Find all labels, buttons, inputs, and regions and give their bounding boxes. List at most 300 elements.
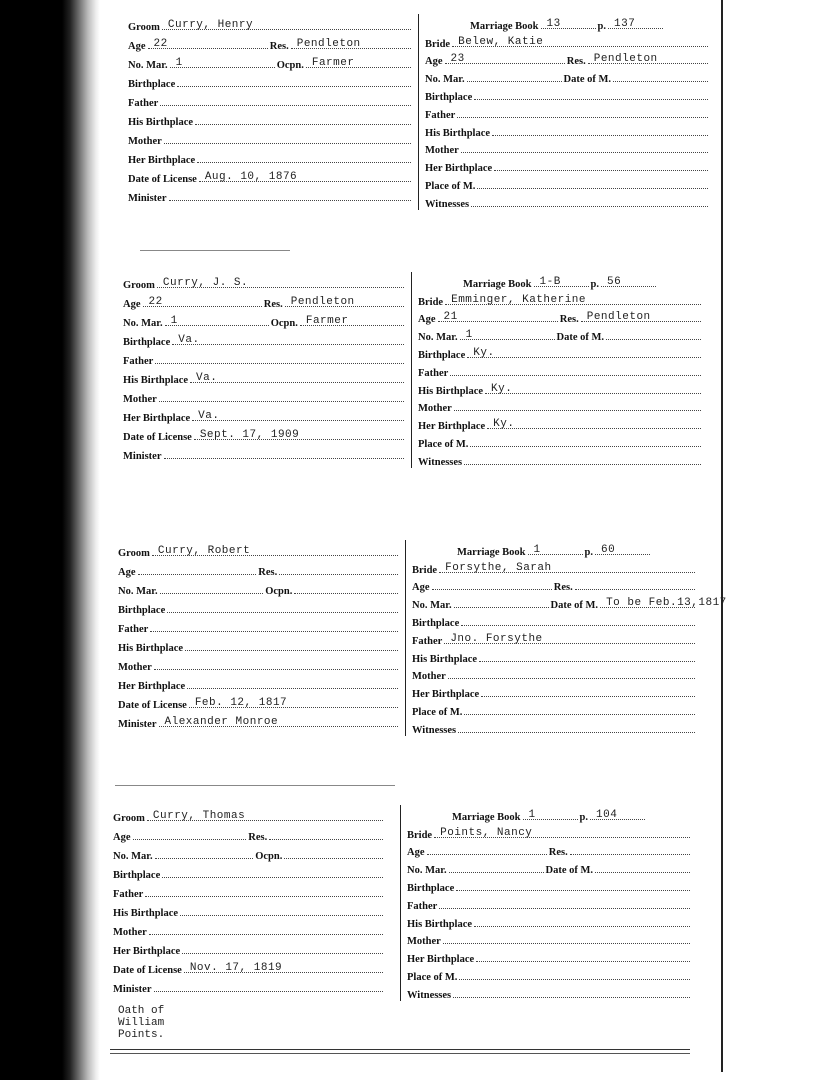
bride-row-place-of-m xyxy=(418,432,703,450)
age-label: Age xyxy=(412,582,430,594)
groom-row-father xyxy=(128,90,413,109)
groom-row-his-birthplace xyxy=(128,109,413,128)
his-birthplace-field xyxy=(479,649,695,662)
res-field xyxy=(269,827,383,840)
age-label: Age xyxy=(118,567,136,578)
marriage-book-label: Marriage Book xyxy=(463,278,532,290)
witnesses-label: Witnesses xyxy=(418,456,463,468)
groom-section xyxy=(123,272,406,462)
age-label: Age xyxy=(123,299,141,310)
res-field xyxy=(570,842,690,855)
father-field xyxy=(444,631,695,644)
groom-row-date-of-license xyxy=(113,957,385,976)
scan-dark-margin xyxy=(0,0,100,1080)
bride-row-age xyxy=(425,50,710,68)
date-of-license-label: Date of License xyxy=(118,700,187,711)
date-of-license-field xyxy=(184,960,383,973)
groom-row-no-mar xyxy=(123,310,406,329)
birthplace-label: Birthplace xyxy=(113,870,161,881)
father-label: Father xyxy=(118,624,149,635)
bride-row-age xyxy=(407,841,692,859)
page-border-right xyxy=(721,0,723,1072)
groom-row-groom xyxy=(118,540,400,559)
groom-row-no-mar xyxy=(118,578,400,597)
mother-label: Mother xyxy=(418,403,452,415)
birthplace-field xyxy=(162,865,383,878)
groom-row-groom xyxy=(123,272,406,291)
minister-field xyxy=(169,188,412,201)
page-label: p. xyxy=(579,811,588,823)
birthplace-label: Birthplace xyxy=(118,605,166,616)
age-label: Age xyxy=(418,314,436,326)
page-label: p. xyxy=(597,20,606,32)
res-field xyxy=(588,51,708,64)
bride-row-birthplace xyxy=(407,876,692,894)
bride-field xyxy=(434,825,690,838)
no-mar-label: No. Mar. xyxy=(407,865,447,877)
bride-row-bride xyxy=(412,558,697,576)
bride-value: Forsythe, Sarah xyxy=(445,561,552,574)
page-value: 104 xyxy=(596,808,618,821)
groom-row-her-birthplace xyxy=(113,938,385,957)
mother-label: Mother xyxy=(407,936,441,948)
no-mar-value: 1 xyxy=(175,57,183,69)
bride-row-marriage-book xyxy=(412,540,697,558)
bride-value: Emminger, Katherine xyxy=(451,293,587,306)
his-birthplace-field xyxy=(474,914,690,927)
groom-row-father xyxy=(118,616,400,635)
age-field xyxy=(138,562,257,575)
minister-field xyxy=(164,446,405,459)
page-border-bottom xyxy=(110,1049,690,1050)
ocpn-field xyxy=(300,313,404,326)
father-field xyxy=(457,105,708,118)
res-field xyxy=(575,577,695,590)
birthplace-field xyxy=(461,613,695,626)
groom-row-birthplace xyxy=(128,71,413,90)
age-field xyxy=(133,827,247,840)
her-birthplace-value: Ky. xyxy=(493,418,515,431)
father-value: Jno. Forsythe xyxy=(450,632,543,645)
his-birthplace-field xyxy=(185,638,398,651)
groom-row-birthplace xyxy=(123,329,406,348)
groom-field xyxy=(157,275,404,288)
bride-row-marriage-book xyxy=(425,14,710,32)
his-birthplace-label: His Birthplace xyxy=(118,643,184,654)
groom-row-date-of-license xyxy=(128,166,413,185)
father-label: Father xyxy=(425,109,456,121)
mother-field xyxy=(448,666,695,679)
bride-row-bride xyxy=(425,32,710,50)
bride-row-his-birthplace xyxy=(407,912,692,930)
no-mar-label: No. Mar. xyxy=(123,318,163,329)
res-value: Pendleton xyxy=(593,53,658,66)
father-label: Father xyxy=(123,356,154,367)
no-mar-label: No. Mar. xyxy=(425,74,465,86)
his-birthplace-label: His Birthplace xyxy=(128,117,194,128)
place-of-m-label: Place of M. xyxy=(425,180,476,192)
father-field xyxy=(145,884,383,897)
date-of-license-field xyxy=(189,695,398,708)
bride-row-mother xyxy=(407,930,692,948)
groom-field xyxy=(162,17,411,30)
bride-row-no-mar xyxy=(425,67,710,85)
place-of-m-field xyxy=(464,702,695,715)
bride-row-bride xyxy=(407,823,692,841)
minister-field xyxy=(154,979,384,992)
groom-row-her-birthplace xyxy=(118,673,400,692)
res-label: Res. xyxy=(258,567,278,578)
bride-row-witnesses xyxy=(412,718,697,736)
bride-row-no-mar xyxy=(407,858,692,876)
res-field xyxy=(581,309,701,322)
her-birthplace-label: Her Birthplace xyxy=(418,421,486,433)
father-label: Father xyxy=(407,900,438,912)
groom-label: Groom xyxy=(123,280,155,291)
bride-row-age xyxy=(418,308,703,326)
bride-label: Bride xyxy=(407,829,433,841)
age-field xyxy=(438,309,558,322)
page-value: 137 xyxy=(614,17,636,30)
res-field xyxy=(285,294,404,307)
minister-label: Minister xyxy=(123,451,162,462)
date-of-license-value: Feb. 12, 1817 xyxy=(194,697,288,709)
groom-row-birthplace xyxy=(113,862,385,881)
res-value: Pendleton xyxy=(290,296,355,308)
groom-row-minister xyxy=(123,443,406,462)
minister-label: Minister xyxy=(128,193,167,204)
date-of-license-value: Nov. 17, 1819 xyxy=(189,962,283,974)
his-birthplace-value: Ky. xyxy=(491,382,513,395)
page-field xyxy=(608,16,663,29)
birthplace-value: Va. xyxy=(178,334,200,346)
no-mar-label: No. Mar. xyxy=(128,60,168,71)
res-label: Res. xyxy=(566,56,586,68)
marriage-book-field xyxy=(534,274,589,287)
groom-value: Curry, J. S. xyxy=(162,277,249,289)
groom-row-her-birthplace xyxy=(123,405,406,424)
res-value: Pendleton xyxy=(296,38,361,50)
birthplace-label: Birthplace xyxy=(418,349,466,361)
bride-row-father xyxy=(407,894,692,912)
mother-label: Mother xyxy=(412,671,446,683)
marriage-book-value: 1-B xyxy=(539,275,561,288)
witnesses-field xyxy=(453,985,690,998)
father-label: Father xyxy=(113,889,144,900)
marriage-book-label: Marriage Book xyxy=(470,20,539,32)
age-value: 21 xyxy=(443,311,458,324)
mother-field xyxy=(461,140,708,153)
no-mar-field xyxy=(165,313,269,326)
bride-row-age xyxy=(412,576,697,594)
bride-row-witnesses xyxy=(407,983,692,1001)
groom-row-groom xyxy=(128,14,413,33)
marriage-book-label: Marriage Book xyxy=(457,546,526,558)
no-mar-label: No. Mar. xyxy=(418,332,458,344)
birthplace-label: Birthplace xyxy=(412,617,460,629)
ocpn-field xyxy=(294,581,398,594)
date-of-m-field xyxy=(606,327,701,340)
father-field xyxy=(155,351,404,364)
father-field xyxy=(150,619,398,632)
his-birthplace-field xyxy=(190,370,404,383)
marriage-book-value: 1 xyxy=(533,543,541,556)
res-field xyxy=(279,562,398,575)
place-of-m-field xyxy=(459,967,690,980)
age-label: Age xyxy=(425,56,443,68)
mother-label: Mother xyxy=(113,927,147,938)
res-label: Res. xyxy=(548,847,568,859)
bride-row-no-mar xyxy=(412,593,727,612)
marriage-book-field xyxy=(541,16,596,29)
her-birthplace-label: Her Birthplace xyxy=(123,413,191,424)
res-label: Res. xyxy=(269,41,289,52)
bride-row-father xyxy=(425,103,710,121)
mother-field xyxy=(149,922,383,935)
bride-row-her-birthplace xyxy=(425,156,710,174)
groom-field xyxy=(152,543,398,556)
bride-row-birthplace xyxy=(425,85,710,103)
bride-row-place-of-m xyxy=(412,700,697,718)
groom-section xyxy=(113,805,385,995)
date-of-m-field xyxy=(595,860,690,873)
his-birthplace-field xyxy=(180,903,383,916)
birthplace-value: Ky. xyxy=(473,346,495,359)
groom-section xyxy=(118,540,400,730)
groom-row-his-birthplace xyxy=(113,900,385,919)
bride-value: Points, Nancy xyxy=(440,826,533,839)
groom-row-age xyxy=(113,824,385,843)
mother-field xyxy=(454,398,701,411)
groom-row-minister xyxy=(118,711,400,730)
res-value: Pendleton xyxy=(586,311,651,324)
date-of-m-value: To be Feb.13,1817 xyxy=(606,597,727,610)
bride-row-birthplace xyxy=(412,611,697,629)
his-birthplace-label: His Birthplace xyxy=(425,127,491,139)
bride-row-his-birthplace xyxy=(418,379,703,397)
birthplace-field xyxy=(167,600,398,613)
age-field xyxy=(445,51,565,64)
age-field xyxy=(148,36,268,49)
bride-row-witnesses xyxy=(418,450,703,468)
her-birthplace-label: Her Birthplace xyxy=(113,946,181,957)
marriage-book-label: Marriage Book xyxy=(452,811,521,823)
bride-row-bride xyxy=(418,290,703,308)
groom-row-her-birthplace xyxy=(128,147,413,166)
birthplace-label: Birthplace xyxy=(407,882,455,894)
page-field xyxy=(601,274,656,287)
groom-row-date-of-license xyxy=(123,424,406,443)
groom-value: Curry, Thomas xyxy=(152,810,246,822)
bride-row-her-birthplace xyxy=(412,682,697,700)
no-mar-field xyxy=(467,69,562,82)
date-of-m-label: Date of M. xyxy=(556,332,605,344)
witnesses-field xyxy=(458,720,695,733)
marriage-book-field xyxy=(528,542,583,555)
age-value: 23 xyxy=(450,53,465,66)
groom-label: Groom xyxy=(118,548,150,559)
mother-label: Mother xyxy=(123,394,157,405)
place-of-m-label: Place of M. xyxy=(412,706,463,718)
no-mar-value: 1 xyxy=(170,315,178,327)
bride-row-birthplace xyxy=(418,343,703,361)
birthplace-label: Birthplace xyxy=(425,91,473,103)
no-mar-label: No. Mar. xyxy=(412,600,452,612)
his-birthplace-label: His Birthplace xyxy=(412,653,478,665)
her-birthplace-field xyxy=(182,941,383,954)
res-label: Res. xyxy=(263,299,283,310)
bride-row-mother xyxy=(425,139,710,157)
his-birthplace-label: His Birthplace xyxy=(407,918,473,930)
birthplace-field xyxy=(456,878,690,891)
groom-row-age xyxy=(118,559,400,578)
no-mar-field xyxy=(460,327,555,340)
date-of-m-label: Date of M. xyxy=(545,865,594,877)
res-label: Res. xyxy=(559,314,579,326)
groom-label: Groom xyxy=(128,22,160,33)
page-label: p. xyxy=(584,546,593,558)
date-of-license-field xyxy=(199,169,411,182)
record-separator xyxy=(115,785,395,786)
her-birthplace-field xyxy=(476,949,690,962)
her-birthplace-field xyxy=(197,150,411,163)
age-label: Age xyxy=(407,847,425,859)
page-value: 60 xyxy=(601,543,616,556)
mother-field xyxy=(164,131,411,144)
res-label: Res. xyxy=(553,582,573,594)
bride-row-mother xyxy=(412,665,697,683)
bride-row-father xyxy=(412,629,697,647)
groom-row-mother xyxy=(128,128,413,147)
her-birthplace-label: Her Birthplace xyxy=(425,163,493,175)
mother-field xyxy=(154,657,398,670)
her-birthplace-label: Her Birthplace xyxy=(118,681,186,692)
her-birthplace-value: Va. xyxy=(198,410,220,422)
groom-row-birthplace xyxy=(118,597,400,616)
birthplace-field xyxy=(172,332,404,345)
no-mar-field xyxy=(454,595,549,608)
place-of-m-field xyxy=(470,434,701,447)
groom-row-date-of-license xyxy=(118,692,400,711)
groom-row-minister xyxy=(128,185,413,204)
groom-value: Curry, Henry xyxy=(167,19,254,31)
his-birthplace-label: His Birthplace xyxy=(123,375,189,386)
groom-section xyxy=(128,14,413,204)
his-birthplace-value: Va. xyxy=(196,372,218,384)
bride-row-place-of-m xyxy=(407,965,692,983)
no-mar-label: No. Mar. xyxy=(118,586,158,597)
groom-row-groom xyxy=(113,805,385,824)
birthplace-field xyxy=(177,74,411,87)
mother-label: Mother xyxy=(118,662,152,673)
date-of-m-label: Date of M. xyxy=(550,600,599,612)
groom-row-no-mar xyxy=(128,52,413,71)
his-birthplace-field xyxy=(195,112,411,125)
bride-row-witnesses xyxy=(425,192,710,210)
res-field xyxy=(291,36,411,49)
record-note: Oath of William Points. xyxy=(118,1005,165,1041)
his-birthplace-label: His Birthplace xyxy=(113,908,179,919)
groom-row-no-mar xyxy=(113,843,385,862)
minister-label: Minister xyxy=(118,719,157,730)
record-separator xyxy=(140,250,290,251)
date-of-license-label: Date of License xyxy=(113,965,182,976)
groom-row-mother xyxy=(123,386,406,405)
date-of-license-label: Date of License xyxy=(123,432,192,443)
her-birthplace-field xyxy=(192,408,404,421)
birthplace-field xyxy=(467,345,701,358)
age-label: Age xyxy=(128,41,146,52)
mother-label: Mother xyxy=(128,136,162,147)
minister-field xyxy=(159,714,399,727)
bride-field xyxy=(452,34,708,47)
page-field xyxy=(595,542,650,555)
mother-field xyxy=(443,931,690,944)
witnesses-field xyxy=(471,194,708,207)
ocpn-field xyxy=(284,846,383,859)
bride-section xyxy=(418,14,710,210)
mother-label: Mother xyxy=(425,145,459,157)
age-label: Age xyxy=(113,832,131,843)
birthplace-field xyxy=(474,87,708,100)
groom-row-age xyxy=(123,291,406,310)
groom-row-his-birthplace xyxy=(123,367,406,386)
his-birthplace-label: His Birthplace xyxy=(418,385,484,397)
bride-row-her-birthplace xyxy=(418,414,703,432)
date-of-m-label: Date of M. xyxy=(563,74,612,86)
witnesses-label: Witnesses xyxy=(407,989,452,1001)
bride-label: Bride xyxy=(425,38,451,50)
bride-row-marriage-book xyxy=(418,272,703,290)
ocpn-label: Ocpn. xyxy=(255,851,283,862)
father-label: Father xyxy=(418,367,449,379)
her-birthplace-field xyxy=(481,684,695,697)
father-label: Father xyxy=(128,98,159,109)
groom-value: Curry, Robert xyxy=(157,545,251,557)
minister-label: Minister xyxy=(113,984,152,995)
groom-row-age xyxy=(128,33,413,52)
age-value: 22 xyxy=(148,296,163,308)
date-of-m-field xyxy=(613,69,708,82)
witnesses-label: Witnesses xyxy=(425,198,470,210)
place-of-m-label: Place of M. xyxy=(418,438,469,450)
groom-field xyxy=(147,808,383,821)
bride-row-place-of-m xyxy=(425,174,710,192)
bride-section xyxy=(400,805,692,1001)
father-label: Father xyxy=(412,635,443,647)
bride-row-her-birthplace xyxy=(407,947,692,965)
no-mar-label: No. Mar. xyxy=(113,851,153,862)
no-mar-field xyxy=(160,581,264,594)
her-birthplace-field xyxy=(187,676,398,689)
groom-row-minister xyxy=(113,976,385,995)
minister-value: Alexander Monroe xyxy=(164,716,279,728)
groom-row-mother xyxy=(118,654,400,673)
no-mar-field xyxy=(155,846,254,859)
page-value: 56 xyxy=(607,275,622,288)
date-of-m-field xyxy=(600,595,727,610)
age-field xyxy=(143,294,262,307)
witnesses-field xyxy=(464,452,701,465)
father-field xyxy=(450,363,701,376)
ocpn-label: Ocpn. xyxy=(270,318,298,329)
age-field xyxy=(432,577,552,590)
marriage-book-value: 13 xyxy=(546,17,561,30)
his-birthplace-field xyxy=(492,123,708,136)
groom-row-mother xyxy=(113,919,385,938)
bride-section xyxy=(411,272,703,468)
groom-label: Groom xyxy=(113,813,145,824)
